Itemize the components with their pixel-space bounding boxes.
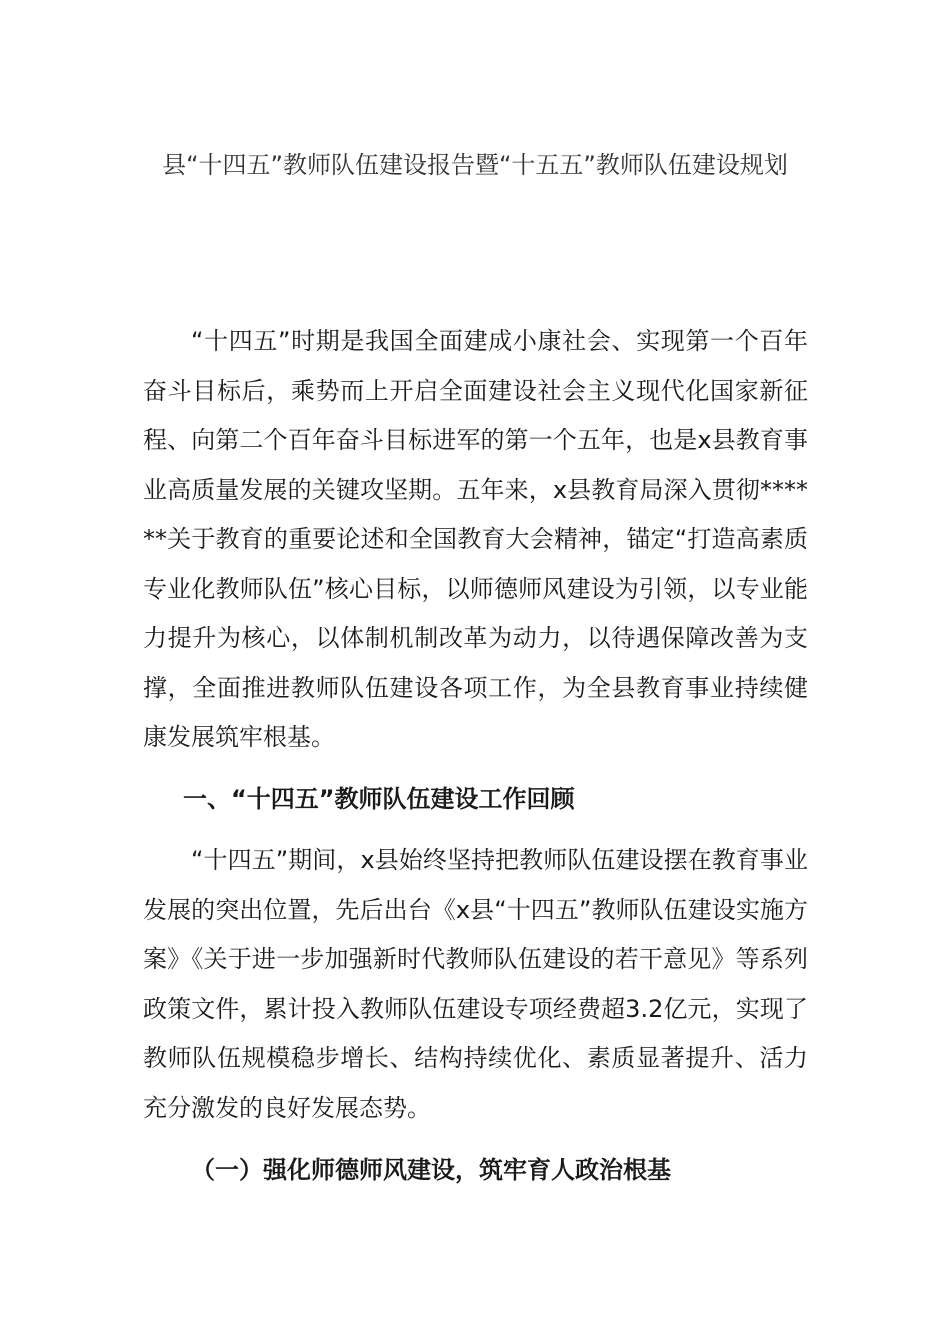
section-review-paragraph: “十四五”期间，x县始终坚持把教师队伍建设摆在教育事业发展的突出位置，先后出台《x县“十四五”教师队伍建设实施方案》《关于进一步加强新时代教师队伍建设的若干意见》等系列政策文件，累计投入教师队伍建设专项经费超3.2亿元，实现了教师队伍规模稳步增长、结构持续优化、素质显著提升、活力充分激发的良好发展态势。 [143, 846, 808, 1122]
intro-paragraph: “十四五”时期是我国全面建成小康社会、实现第一个百年奋斗目标后，乘势而上开启全面建设社会主义现代化国家新征程、向第二个百年奋斗目标进军的第一个五年，也是x县教育事业高质量发展的关键攻坚期。五年来，x县教育局深入贯彻******关于教育的重要论述和全国教育大会精神，锚定“打造高素质专业化教师队伍”核心目标，以师德师风建设为引领，以专业能力提升为核心，以体制机制改革为动力，以待遇保障改善为支撑，全面推进教师队伍建设各项工作，为全县教育事业持续健康发展筑牢根基。 [143, 327, 808, 751]
section-heading-review: 一、“十四五”教师队伍建设工作回顾 [183, 785, 575, 813]
subsection-heading-ethics: （一）强化师德师风建设，筑牢育人政治根基 [191, 1156, 671, 1184]
document-title: 县“十四五”教师队伍建设报告暨“十五五”教师队伍建设规划 [162, 151, 788, 179]
